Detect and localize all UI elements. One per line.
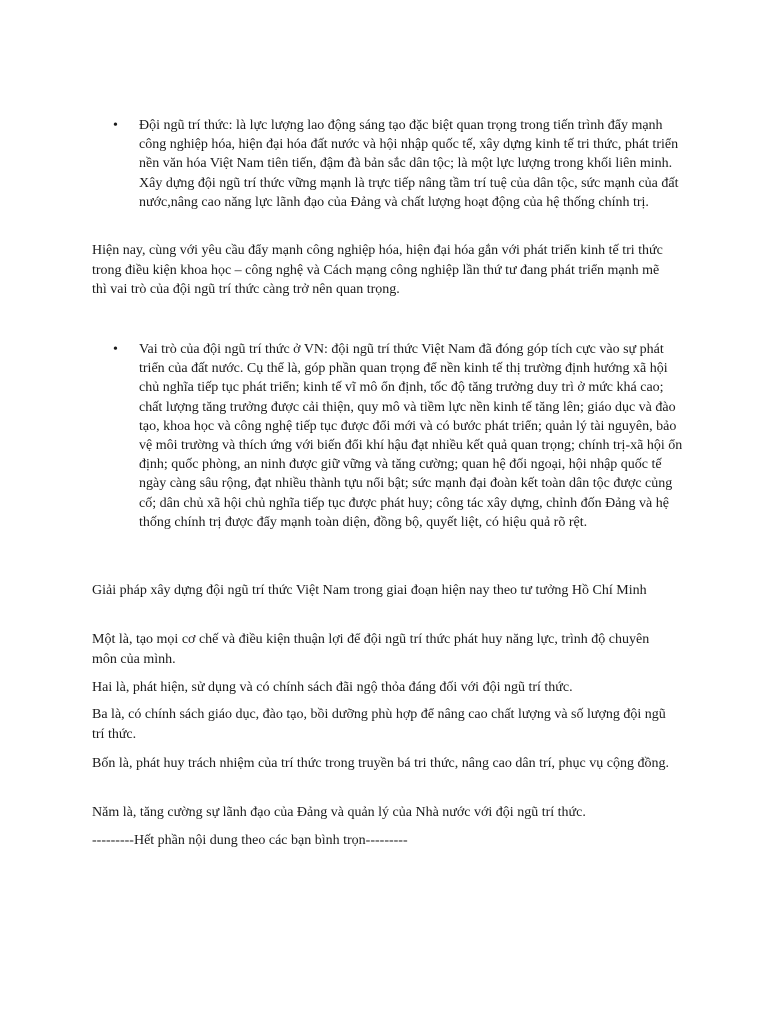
bullet-marker: • — [113, 342, 118, 357]
paragraph-solution-one: Một là, tạo mọi cơ chế và điều kiện thuận lợi để đội ngũ trí thức phát huy năng lực, trình độ chuyên môn của mình. — [92, 632, 650, 667]
bullet-item-intellectuals-role — [113, 340, 688, 532]
paragraph-current-context: Hiện nay, cùng với yêu cầu đẩy mạnh công nghiệp hóa, hiện đại hóa gắn với phát triển kinh tế tri thức trong điều kiện khoa học – công nghệ và Cách mạng công nghiệp lần thứ tư đang phát triển mạnh mẽ thì vai trò của đội ngũ trí thức càng trở nên quan trọng. — [92, 243, 663, 297]
bullet-text: Vai trò của đội ngũ trí thức ở VN: đội ngũ trí thức Việt Nam đã đóng góp tích cực vào sự phát triển của đất nước. Cụ thể là, góp phần quan trọng để nền kinh tế thị trường định hướng xã hội chủ nghĩa tiếp tục phát triển; kinh tế vĩ mô ổn định, tốc độ tăng trưởng duy trì ở mức khá cao; chất lượng tăng trưởng được cải thiện, quy mô và tiềm lực nền kinh tế tăng lên; giáo dục và đào tạo, khoa học và công nghệ tiếp tục được đổi mới và có bước phát triển; quản lý tài nguyên, bảo vệ môi trường và thích ứng với biến đổi khí hậu đạt nhiều kết quả quan trọng; chính trị-xã hội ổn định; quốc phòng, an ninh được giữ vững và tăng cường; quan hệ đối ngoại, hội nhập quốc tế ngày càng sâu rộng, đạt nhiều thành tựu nổi bật; sức mạnh đại đoàn kết toàn dân tộc được củng cố; dân chủ xã hội chủ nghĩa tiếp tục được phát huy; công tác xây dựng, chỉnh đốn Đảng và hệ thống chính trị được đẩy mạnh toàn diện, đồng bộ, quyết liệt, có hiệu quả rõ rệt. — [139, 342, 683, 530]
paragraph-solution-five: Năm là, tăng cường sự lãnh đạo của Đảng và quản lý của Nhà nước với đội ngũ trí thức. — [92, 805, 586, 820]
paragraph-solution-two: Hai là, phát hiện, sử dụng và có chính sách đãi ngộ thỏa đáng đối với đội ngũ trí thức. — [92, 680, 573, 695]
paragraph-solutions-heading: Giải pháp xây dựng đội ngũ trí thức Việt Nam trong giai đoạn hiện nay theo tư tưởng Hồ Chí Minh — [92, 583, 647, 598]
bullet-text: Đội ngũ trí thức: là lực lượng lao động sáng tạo đặc biệt quan trọng trong tiến trình đẩy mạnh công nghiệp hóa, hiện đại hóa đất nước và hội nhập quốc tế, xây dựng kinh tế tri thức, phát triển nền văn hóa Việt Nam tiên tiến, đậm đà bản sắc dân tộc; là một lực lượng trong khối liên minh. Xây dựng đội ngũ trí thức vững mạnh là trực tiếp nâng tầm trí tuệ của dân tộc, sức mạnh của đất nước,nâng cao năng lực lãnh đạo của Đảng và chất lượng hoạt động của hệ thống chính trị. — [139, 118, 679, 210]
paragraph-solution-three: Ba là, có chính sách giáo dục, đào tạo, bồi dưỡng phù hợp để nâng cao chất lượng và số lượng đội ngũ trí thức. — [92, 707, 666, 742]
bullet-item-intellectuals-definition — [113, 116, 688, 212]
paragraph-end-note: ---------Hết phần nội dung theo các bạn bình trọn--------- — [92, 833, 408, 848]
paragraph-solution-four: Bốn là, phát huy trách nhiệm của trí thức trong truyền bá tri thức, nâng cao dân trí, phục vụ cộng đồng. — [92, 756, 669, 771]
bullet-marker: • — [113, 118, 118, 133]
